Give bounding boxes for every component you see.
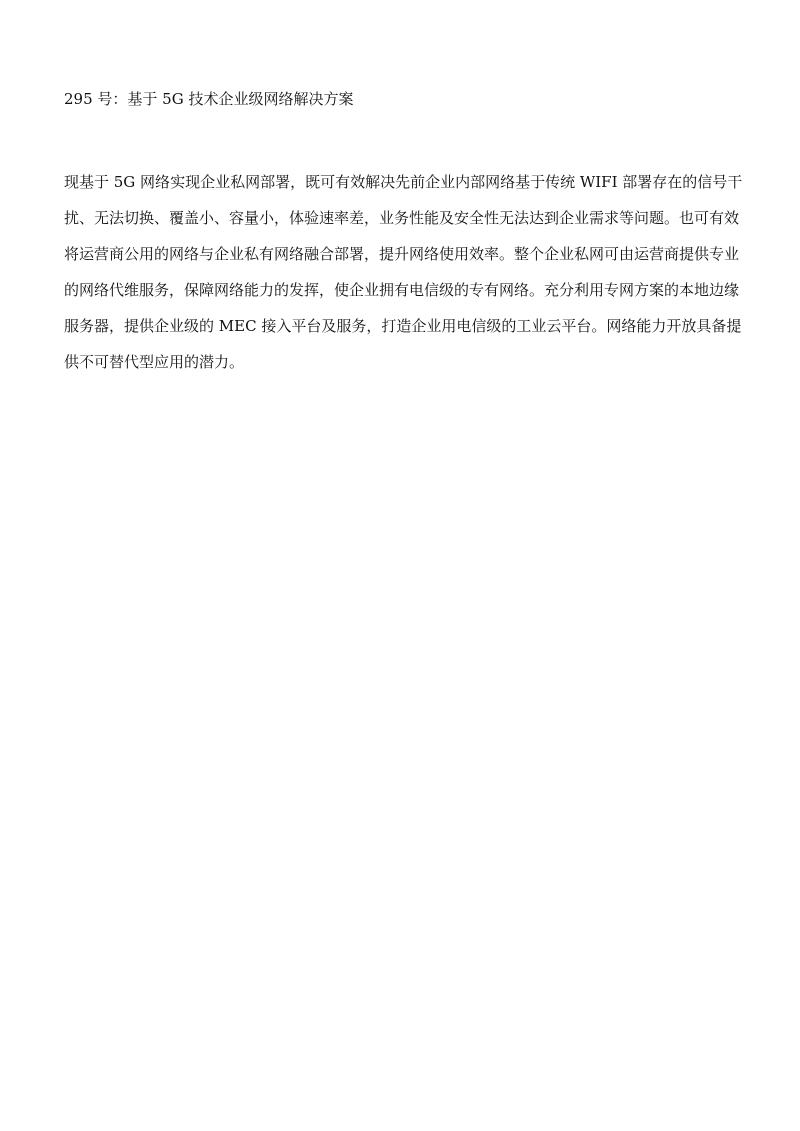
body-line: 供不可替代型应用的潜力。 <box>64 353 245 371</box>
body-line: 服务器，提供企业级的 MEC 接入平台及服务，打造企业用电信级的工业云平台。网络能力开放具备提 <box>64 317 742 335</box>
body-line: 将运营商公用的网络与企业私有网络融合部署，提升网络使用效率。整个企业私网可由运营商提供专业 <box>64 245 740 263</box>
body-line: 的网络代维服务，保障网络能力的发挥，使企业拥有电信级的专有网络。充分利用专网方案的本地边缘 <box>64 281 740 299</box>
document-body <box>64 170 744 386</box>
document-title: 295 号：基于 5G 技术企业级网络解决方案 <box>64 90 354 108</box>
body-line: 扰、无法切换、覆盖小、容量小，体验速率差，业务性能及安全性无法达到企业需求等问题。也可有效 <box>64 209 740 227</box>
body-line: 现基于 5G 网络实现企业私网部署，既可有效解决先前企业内部网络基于传统 WIFI 部署存在的信号干 <box>64 173 743 191</box>
